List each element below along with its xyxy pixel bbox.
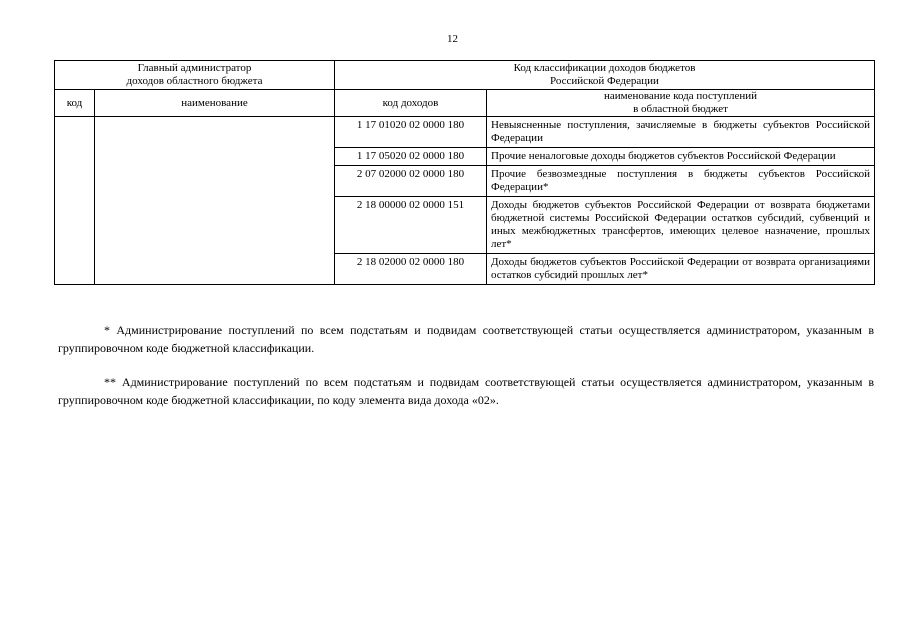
income-code-cell: 2 18 00000 02 0000 151 <box>335 197 487 254</box>
income-name-cell: Доходы бюджетов субъектов Российской Федерации от возврата организациями остатков субсидий прошлых лет* <box>487 254 875 285</box>
admin-name-cell <box>95 117 335 285</box>
header-col-income-name-line1: наименование кода поступлений <box>603 90 758 102</box>
income-code-cell: 1 17 01020 02 0000 180 <box>335 117 487 148</box>
table-header-row-2 <box>55 90 875 117</box>
header-classification-code-line1: Код классификации доходов бюджетов <box>513 62 696 74</box>
income-name-cell: Прочие неналоговые доходы бюджетов субъектов Российской Федерации <box>487 148 875 166</box>
header-main-administrator-line2: доходов областного бюджета <box>126 75 263 87</box>
header-col-code: код <box>55 90 95 117</box>
header-col-income-code: код доходов <box>335 90 487 117</box>
income-code-cell: 2 07 02000 02 0000 180 <box>335 166 487 197</box>
table-row <box>55 117 875 148</box>
footnote-single-asterisk: * Администрирование поступлений по всем подстатьям и подвидам соответствующей статьи осуществляется администратором, указанным в группировочном коде бюджетной классификации. <box>58 323 874 355</box>
page-number: 12 <box>447 33 458 45</box>
income-name-cell: Прочие безвозмездные поступления в бюджеты субъектов Российской Федерации* <box>487 166 875 197</box>
income-administrators-table <box>54 60 875 285</box>
table-header-row-1 <box>55 61 875 90</box>
header-col-income-name <box>487 90 875 117</box>
header-classification-code <box>335 61 875 90</box>
income-code-cell: 1 17 05020 02 0000 180 <box>335 148 487 166</box>
income-code-cell: 2 18 02000 02 0000 180 <box>335 254 487 285</box>
header-col-income-name-line2: в областной бюджет <box>633 103 728 115</box>
header-main-administrator-line1: Главный администратор <box>137 62 252 74</box>
income-name-cell: Невыясненные поступления, зачисляемые в бюджеты субъектов Российской Федерации <box>487 117 875 148</box>
admin-code-cell <box>55 117 95 285</box>
header-col-name: наименование <box>95 90 335 117</box>
header-main-administrator <box>55 61 335 90</box>
income-name-cell: Доходы бюджетов субъектов Российской Федерации от возврата бюджетами бюджетной системы Российской Федерации остатков субсидий, субвенций и иных межбюджетных трансфертов, имеющих целевое назначение, прошлых лет* <box>487 197 875 254</box>
footnote-double-asterisk: ** Администрирование поступлений по всем подстатьям и подвидам соответствующей статьи осуществляется администратором, указанным в группировочном коде бюджетной классификации, по коду элемента вида дохода «02». <box>58 375 874 407</box>
header-classification-code-line2: Российской Федерации <box>550 75 659 87</box>
